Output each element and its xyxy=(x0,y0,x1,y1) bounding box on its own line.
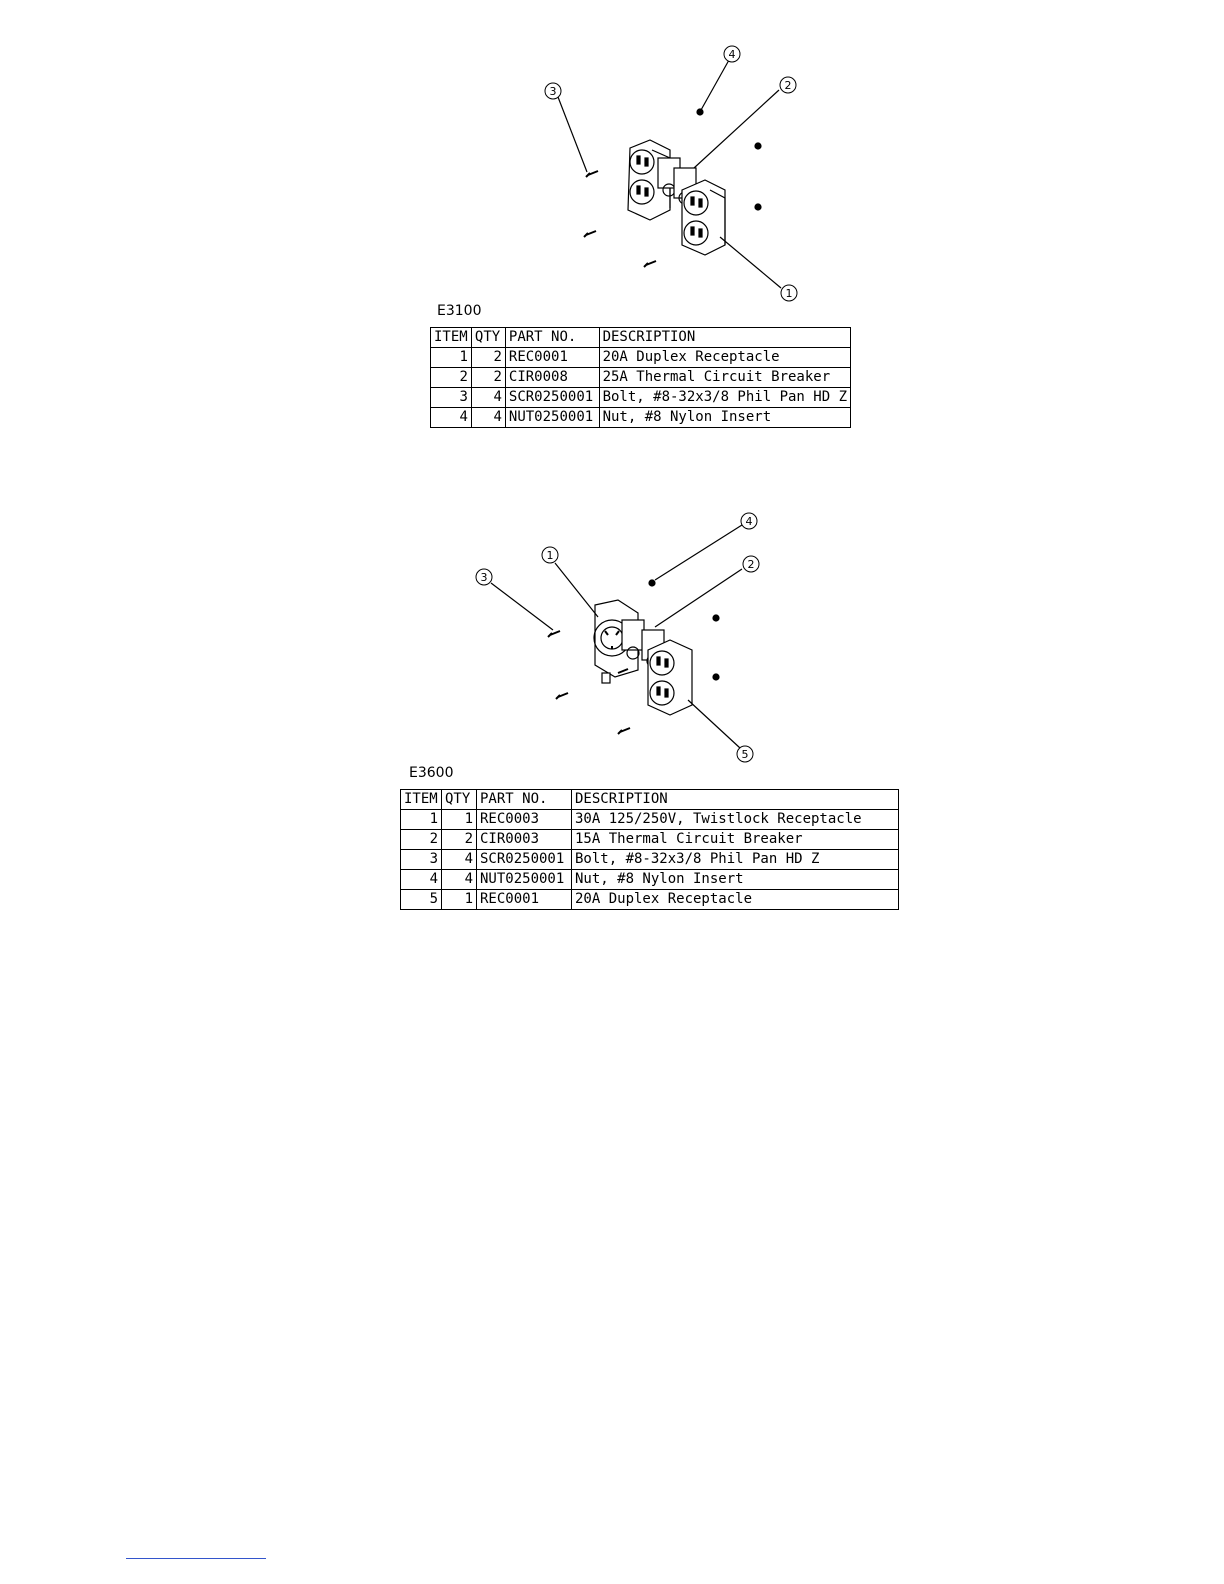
cell-part: REC0001 xyxy=(505,348,599,368)
callout-2: 2 xyxy=(784,79,792,92)
table-row xyxy=(401,850,899,870)
cell-part: REC0003 xyxy=(477,810,572,830)
cell-item: 2 xyxy=(401,830,442,850)
callout-1: 1 xyxy=(785,287,793,300)
cell-part: CIR0008 xyxy=(505,368,599,388)
header-qty: QTY xyxy=(471,328,505,348)
header-item: ITEM xyxy=(401,790,442,810)
cell-desc: 25A Thermal Circuit Breaker xyxy=(599,368,850,388)
model-label-e3100: E3100 xyxy=(437,303,482,319)
cell-desc: 30A 125/250V, Twistlock Receptacle xyxy=(572,810,899,830)
table-row xyxy=(431,408,851,428)
footnote-separator xyxy=(126,1558,266,1559)
callout-3: 3 xyxy=(549,85,557,98)
header-desc: DESCRIPTION xyxy=(572,790,899,810)
header-qty: QTY xyxy=(442,790,477,810)
table-row xyxy=(431,348,851,368)
model-label-e3600: E3600 xyxy=(409,765,454,781)
cell-desc: 20A Duplex Receptacle xyxy=(599,348,850,368)
cell-part: CIR0003 xyxy=(477,830,572,850)
cell-qty: 4 xyxy=(442,850,477,870)
header-part: PART NO. xyxy=(477,790,572,810)
table-row xyxy=(401,870,899,890)
cell-qty: 4 xyxy=(442,870,477,890)
table-row xyxy=(401,890,899,910)
cell-item: 3 xyxy=(431,388,472,408)
cell-item: 1 xyxy=(431,348,472,368)
cell-desc: Nut, #8 Nylon Insert xyxy=(572,870,899,890)
table-header-row xyxy=(401,790,899,810)
cell-qty: 1 xyxy=(442,810,477,830)
cell-item: 3 xyxy=(401,850,442,870)
bom-table-e3600 xyxy=(400,789,899,910)
e3600-exploded-drawing xyxy=(390,505,900,770)
cell-part: NUT0250001 xyxy=(505,408,599,428)
cell-qty: 4 xyxy=(471,388,505,408)
cell-desc: Nut, #8 Nylon Insert xyxy=(599,408,850,428)
table-row xyxy=(401,810,899,830)
duplex-receptacle-right xyxy=(682,180,725,255)
cell-item: 5 xyxy=(401,890,442,910)
callout-3: 3 xyxy=(480,571,488,584)
cell-qty: 1 xyxy=(442,890,477,910)
header-item: ITEM xyxy=(431,328,472,348)
table-row xyxy=(401,830,899,850)
cell-desc: 20A Duplex Receptacle xyxy=(572,890,899,910)
cell-qty: 2 xyxy=(471,368,505,388)
table-header-row xyxy=(431,328,851,348)
duplex-receptacle xyxy=(648,640,692,715)
callout-2: 2 xyxy=(747,558,755,571)
callout-4: 4 xyxy=(728,48,736,61)
header-desc: DESCRIPTION xyxy=(599,328,850,348)
callout-1: 1 xyxy=(546,549,554,562)
header-part: PART NO. xyxy=(505,328,599,348)
cell-item: 4 xyxy=(401,870,442,890)
bom-table-e3100 xyxy=(430,327,851,428)
cell-part: REC0001 xyxy=(477,890,572,910)
table-row xyxy=(431,368,851,388)
cell-desc: 15A Thermal Circuit Breaker xyxy=(572,830,899,850)
cell-qty: 4 xyxy=(471,408,505,428)
cell-part: NUT0250001 xyxy=(477,870,572,890)
callout-5: 5 xyxy=(741,748,749,761)
callout-4: 4 xyxy=(745,515,753,528)
cell-item: 4 xyxy=(431,408,472,428)
cell-qty: 2 xyxy=(471,348,505,368)
cell-item: 1 xyxy=(401,810,442,830)
cell-desc: Bolt, #8-32x3/8 Phil Pan HD Z xyxy=(572,850,899,870)
table-row xyxy=(431,388,851,408)
cell-qty: 2 xyxy=(442,830,477,850)
cell-item: 2 xyxy=(431,368,472,388)
cell-desc: Bolt, #8-32x3/8 Phil Pan HD Z xyxy=(599,388,850,408)
cell-part: SCR0250001 xyxy=(477,850,572,870)
e3100-exploded-drawing xyxy=(420,40,860,310)
cell-part: SCR0250001 xyxy=(505,388,599,408)
